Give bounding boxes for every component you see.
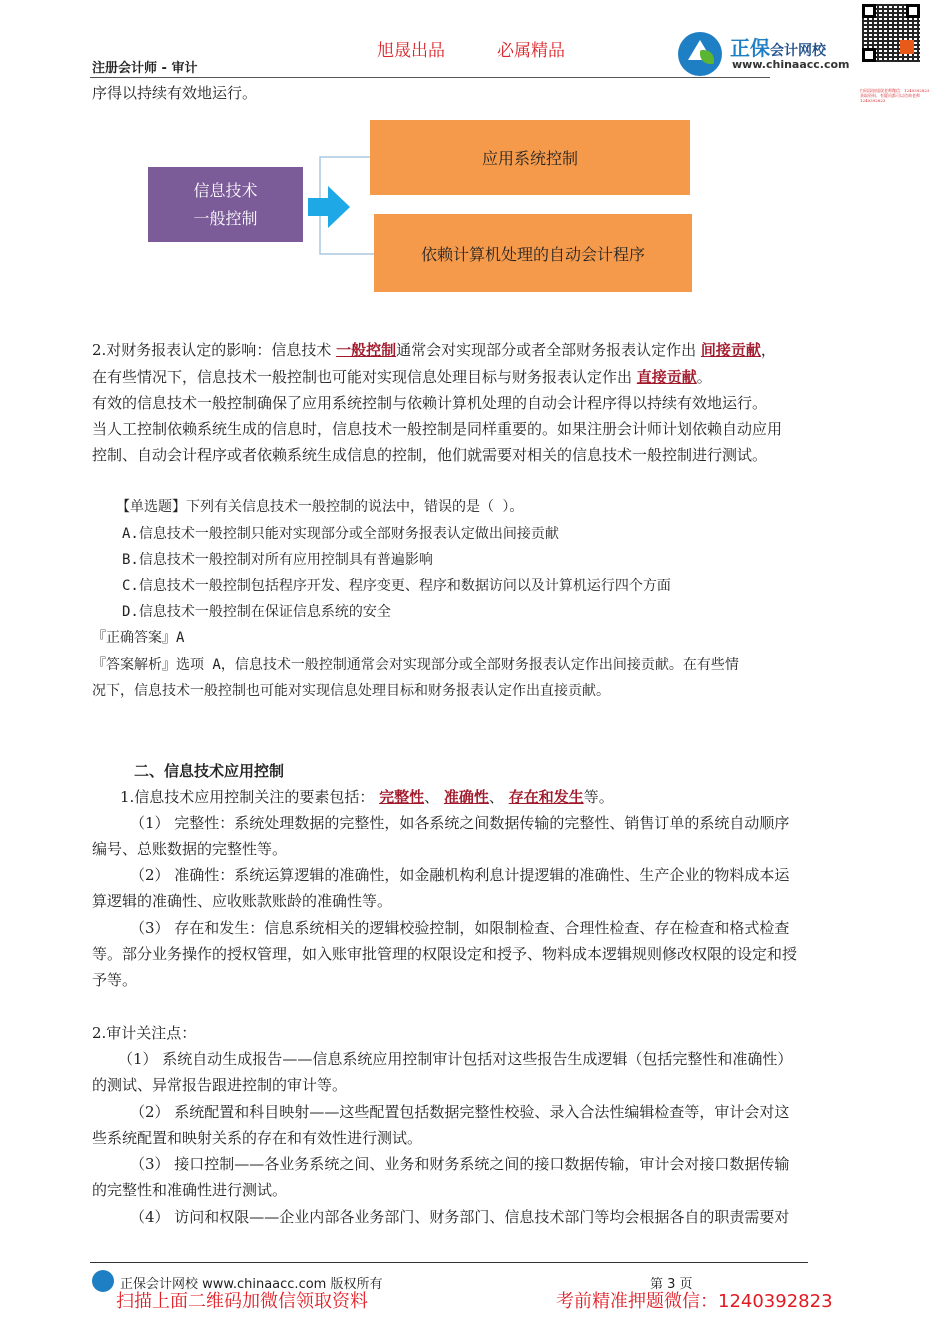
question-option: B.信息技术一般控制对所有应用控制具有普遍影响 <box>122 552 433 568</box>
question-analysis: 况下，信息技术一般控制也可能对实现信息处理目标和财务报表认定作出直接贡献。 <box>92 683 610 699</box>
footer-logo-icon <box>92 1270 114 1292</box>
body-line: 算逻辑的准确性、应收账款账龄的准确性等。 <box>92 892 393 910</box>
promo-left: 扫描上面二维码加微信领取资料 <box>116 1291 368 1312</box>
para1-line2: 在有些情况下，信息技术一般控制也可能对实现信息处理目标与财务报表认定作出 直接贡献。 <box>92 368 712 386</box>
body-line: 等。部分业务操作的授权管理，如入账审批管理的权限设定和授予、物料成本逻辑规则修改权限的设定和授 <box>92 945 798 963</box>
body-line: （2） 准确性：系统运算逻辑的准确性，如金融机构利息计提逻辑的准确性、生产企业的物料成本运 <box>130 866 790 884</box>
body-line: （1） 完整性：系统处理数据的完整性，如各系统之间数据传输的完整性、销售订单的系统自动顺序 <box>130 814 790 832</box>
logo-url: www.chinaacc.com <box>732 58 850 71</box>
logo-name: 正保 <box>730 36 770 60</box>
audit-heading: 2.审计关注点： <box>92 1024 197 1042</box>
audit-line: 些系统配置和映射关系的存在和有效性进行测试。 <box>92 1129 423 1147</box>
intro-line: 序得以持续有效地运行。 <box>92 84 258 102</box>
elements-line: 1.信息技术应用控制关注的要素包括： 完整性、 准确性、 存在和发生等。 <box>120 788 614 806</box>
body-line: 予等。 <box>92 971 138 989</box>
audit-line: （2） 系统配置和科目映射——这些配置包括数据完整性校验、录入合法性编辑检查等，审计会对这 <box>130 1103 790 1121</box>
page-number: 第 3 页 <box>650 1277 693 1292</box>
diagram-application-control: 应用系统控制 <box>370 120 690 195</box>
header-divider <box>90 77 770 78</box>
question-analysis: 『答案解析』选项 A，信息技术一般控制通常会对实现部分或全部财务报表认定作出间接贡献。在有些情 <box>92 657 739 673</box>
tagline-left: 旭晟出品 <box>377 41 445 61</box>
footer-divider <box>90 1262 808 1263</box>
question-answer: 『正确答案』A <box>92 630 185 646</box>
section-heading: 二、信息技术应用控制 <box>134 762 285 780</box>
arrow-right-icon <box>308 186 350 228</box>
chinaacc-logo[interactable] <box>678 28 858 76</box>
para1-line1: 2.对财务报表认定的影响：信息技术 一般控制通常会对实现部分或者全部财务报表认定作出 间接贡献， <box>92 341 776 359</box>
question-option: D.信息技术一般控制在保证信息系统的安全 <box>122 604 391 620</box>
tagline-right: 必属精品 <box>497 41 565 61</box>
qr-badge-icon <box>900 40 914 54</box>
qr-code-icon[interactable] <box>860 4 930 103</box>
question-option: A.信息技术一般控制只能对实现部分或全部财务报表认定做出间接贡献 <box>122 526 559 542</box>
audit-line: （1） 系统自动生成报告——信息系统应用控制审计包括对这些报告生成逻辑（包括完整性和准确性） <box>118 1050 793 1068</box>
logo-sub: 会计网校 <box>770 43 826 59</box>
audit-line: 的完整性和准确性进行测试。 <box>92 1181 288 1199</box>
para2-line: 控制、自动会计程序或者依赖系统生成信息的控制，他们就需要对相关的信息技术一般控制进行测试。 <box>92 446 768 464</box>
para2-line: 当人工控制依赖系统生成的信息时，信息技术一般控制是同样重要的。如果注册会计师计划依赖自动应用 <box>92 420 783 438</box>
promo-right: 考前精准押题微信：1240392823 <box>556 1291 833 1312</box>
audit-line: （4） 访问和权限——企业内部各业务部门、财务部门、信息技术部门等均会根据各自的职责需要对 <box>130 1208 790 1226</box>
footer-copyright: 正保会计网校 www.chinaacc.com 版权所有 <box>120 1277 383 1292</box>
para2-line: 有效的信息技术一般控制确保了应用系统控制与依赖计算机处理的自动会计程序得以持续有效地运行。 <box>92 394 768 412</box>
question-stem: 【单选题】下列有关信息技术一般控制的说法中，错误的是（ ）。 <box>116 499 524 515</box>
audit-line: 的测试、异常报告跟进控制的审计等。 <box>92 1076 348 1094</box>
diagram-connector <box>300 150 380 270</box>
body-line: 编号、总账数据的完整性等。 <box>92 840 288 858</box>
question-option: C.信息技术一般控制包括程序开发、程序变更、程序和数据访问以及计算机运行四个方面 <box>122 578 671 594</box>
diagram-it-general-control: 信息技术 一般控制 <box>148 167 303 242</box>
body-line: （3） 存在和发生：信息系统相关的逻辑校验控制，如限制检查、合理性检查、存在检查和格式检查 <box>130 919 790 937</box>
diagram-auto-accounting: 依赖计算机处理的自动会计程序 <box>374 214 692 292</box>
audit-line: （3） 接口控制——各业务系统之间、业务和财务系统之间的接口数据传输，审计会对接口数据传输 <box>130 1155 790 1173</box>
qr-note: 扫码添加旭晟老师微信：1240392823 获取资料、有疑问都可以咨询老师 1240392823 <box>860 88 930 103</box>
subject-title: 注册会计师 - 审计 <box>92 61 198 76</box>
